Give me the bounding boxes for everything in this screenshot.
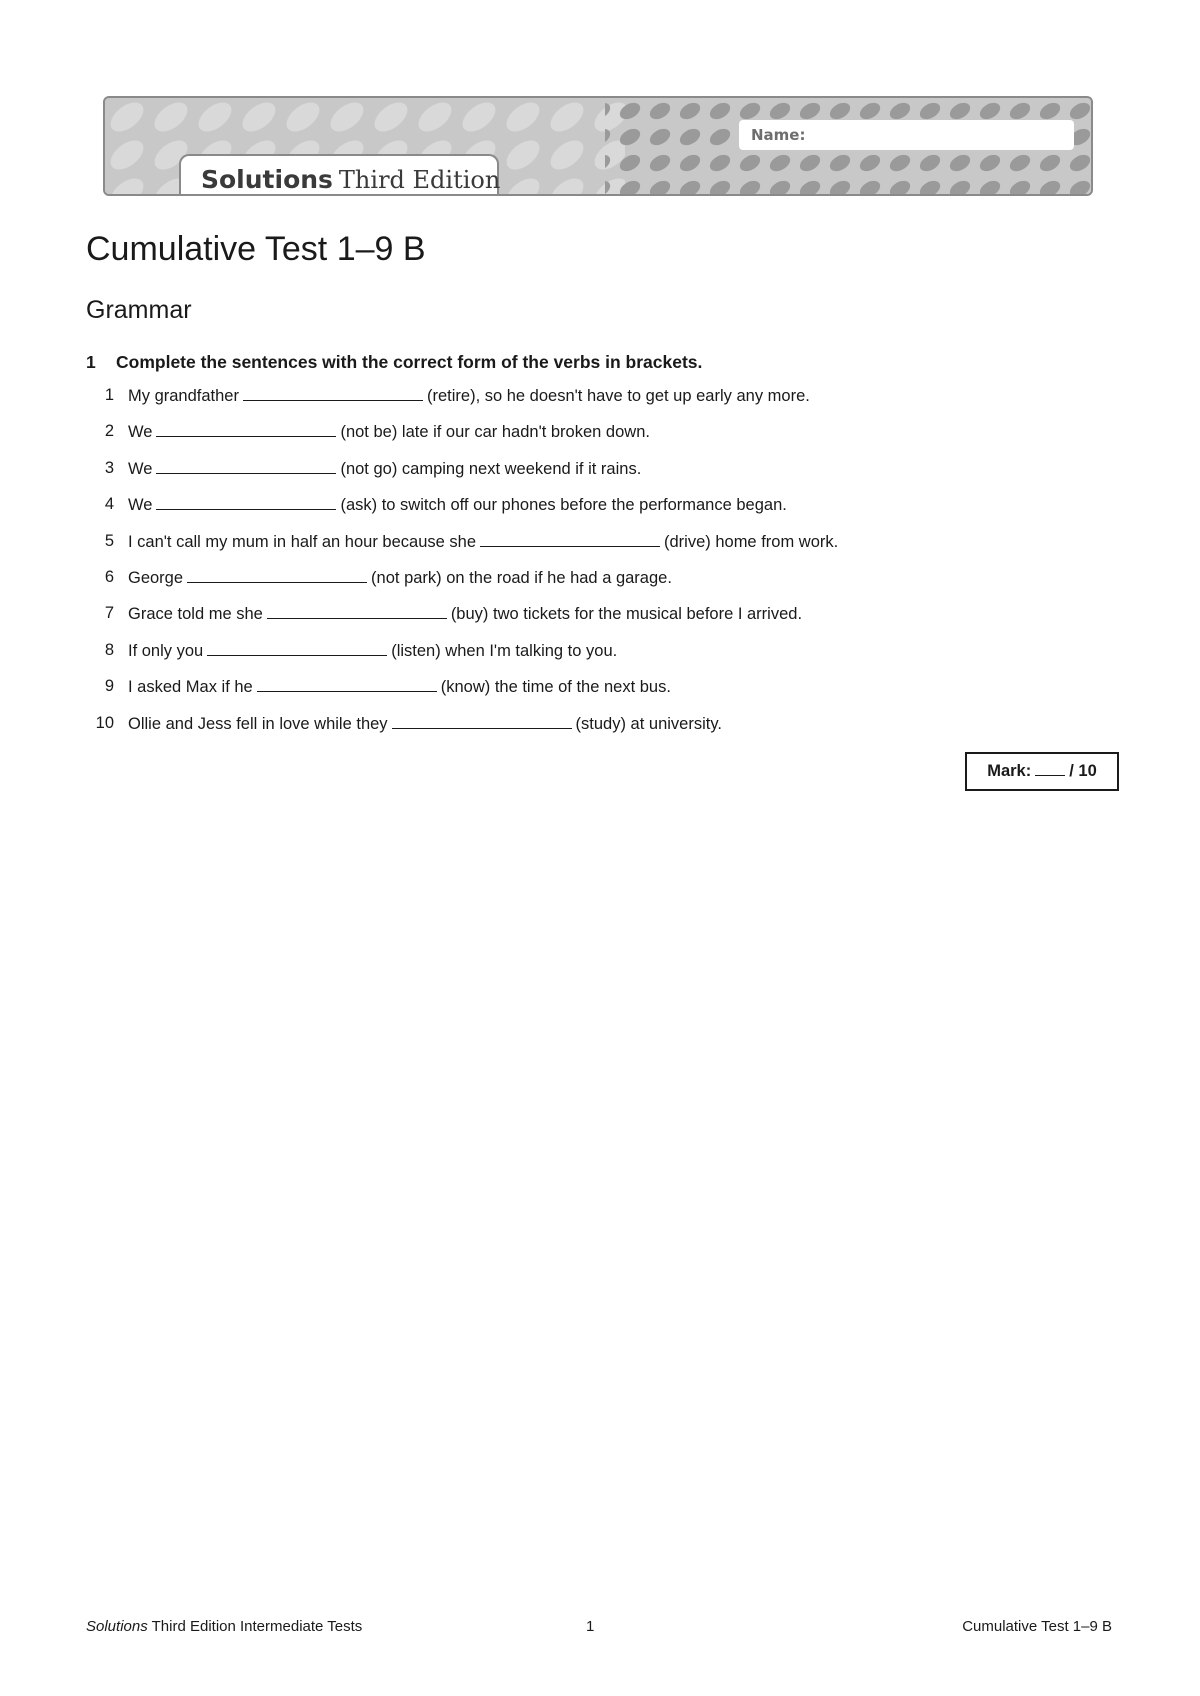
item-text bbox=[128, 532, 838, 568]
answer-blank[interactable] bbox=[243, 386, 423, 401]
footer-brand: Solutions bbox=[86, 1618, 148, 1635]
answer-blank[interactable] bbox=[156, 422, 336, 437]
exercise-number: 1 bbox=[86, 352, 96, 372]
answer-blank[interactable] bbox=[156, 459, 336, 474]
item-before: We bbox=[128, 423, 153, 442]
footer-left bbox=[86, 1618, 362, 1635]
page-title: Cumulative Test 1–9 B bbox=[86, 230, 426, 268]
footer-right: Cumulative Test 1–9 B bbox=[962, 1618, 1112, 1635]
item-before: George bbox=[128, 568, 184, 587]
item-number: 6 bbox=[104, 567, 114, 586]
item-text bbox=[128, 422, 650, 458]
item-text bbox=[128, 568, 672, 604]
item-text bbox=[128, 604, 802, 640]
footer-series: Third Edition Intermediate Tests bbox=[151, 1618, 363, 1635]
exercise-item bbox=[86, 532, 838, 568]
answer-blank[interactable] bbox=[156, 495, 336, 510]
item-number: 9 bbox=[104, 677, 114, 696]
item-number: 5 bbox=[104, 531, 114, 550]
item-before: I can't call my mum in half an hour because she bbox=[128, 532, 476, 551]
item-before: We bbox=[128, 459, 153, 478]
item-after: (know) the time of the next bus. bbox=[440, 678, 671, 697]
item-before: Ollie and Jess fell in love while they bbox=[128, 714, 388, 733]
brand-rest: Third Edition bbox=[338, 166, 501, 194]
exercise-item bbox=[86, 459, 838, 495]
page-number: 1 bbox=[586, 1618, 595, 1635]
item-after: (not park) on the road if he had a garage. bbox=[371, 568, 672, 587]
item-before: I asked Max if he bbox=[128, 678, 253, 697]
brand-logo bbox=[201, 164, 500, 195]
item-after: (retire), so he doesn't have to get up early any more. bbox=[426, 387, 810, 405]
item-text bbox=[128, 677, 671, 713]
item-after: (buy) two tickets for the musical before I arrived. bbox=[450, 605, 803, 624]
item-after: (not go) camping next weekend if it rains. bbox=[340, 459, 642, 478]
mark-label: Mark: bbox=[987, 762, 1032, 780]
item-before: If only you bbox=[128, 641, 204, 660]
answer-blank[interactable] bbox=[480, 532, 660, 547]
item-before: We bbox=[128, 496, 153, 515]
exercise-item bbox=[86, 422, 838, 458]
answer-blank[interactable] bbox=[187, 568, 367, 583]
answer-blank[interactable] bbox=[257, 677, 437, 692]
exercise-instruction bbox=[86, 352, 702, 373]
item-after: (study) at university. bbox=[575, 714, 722, 733]
brand-tab bbox=[179, 154, 499, 196]
mark-blank[interactable] bbox=[1035, 761, 1065, 776]
item-text bbox=[128, 386, 810, 422]
exercise-item bbox=[86, 677, 838, 713]
exercise-item bbox=[86, 641, 838, 677]
exercise-item bbox=[86, 714, 838, 750]
item-number: 1 bbox=[104, 386, 114, 404]
item-number: 3 bbox=[104, 458, 114, 477]
answer-blank[interactable] bbox=[392, 714, 572, 729]
item-before: My grandfather bbox=[128, 387, 239, 405]
exercise-item bbox=[86, 568, 838, 604]
item-number: 4 bbox=[104, 495, 114, 514]
item-after: (not be) late if our car hadn't broken down. bbox=[340, 423, 650, 442]
exercise-item bbox=[86, 495, 838, 531]
item-number: 8 bbox=[104, 640, 114, 659]
item-text bbox=[128, 459, 641, 495]
item-text bbox=[128, 495, 787, 531]
mark-total: / 10 bbox=[1069, 762, 1097, 780]
exercise-item bbox=[86, 604, 838, 640]
name-label: Name: bbox=[751, 126, 806, 144]
item-number: 2 bbox=[104, 422, 114, 441]
section-title: Grammar bbox=[86, 296, 192, 324]
item-after: (drive) home from work. bbox=[664, 532, 839, 551]
header-banner bbox=[103, 96, 1093, 196]
item-after: (listen) when I'm talking to you. bbox=[391, 641, 618, 660]
answer-blank[interactable] bbox=[267, 604, 447, 619]
item-number: 10 bbox=[95, 713, 114, 732]
exercise-item bbox=[86, 386, 838, 422]
brand-bold: Solutions bbox=[201, 165, 333, 194]
item-before: Grace told me she bbox=[128, 605, 263, 624]
item-number: 7 bbox=[104, 604, 114, 623]
item-text bbox=[128, 714, 722, 750]
name-field[interactable] bbox=[739, 120, 1074, 150]
item-text bbox=[128, 641, 617, 677]
mark-box bbox=[965, 752, 1119, 791]
exercise-items bbox=[86, 386, 838, 750]
instruction-text: Complete the sentences with the correct form of the verbs in brackets. bbox=[116, 352, 703, 372]
item-after: (ask) to switch off our phones before the performance began. bbox=[340, 496, 787, 515]
answer-blank[interactable] bbox=[207, 641, 387, 656]
